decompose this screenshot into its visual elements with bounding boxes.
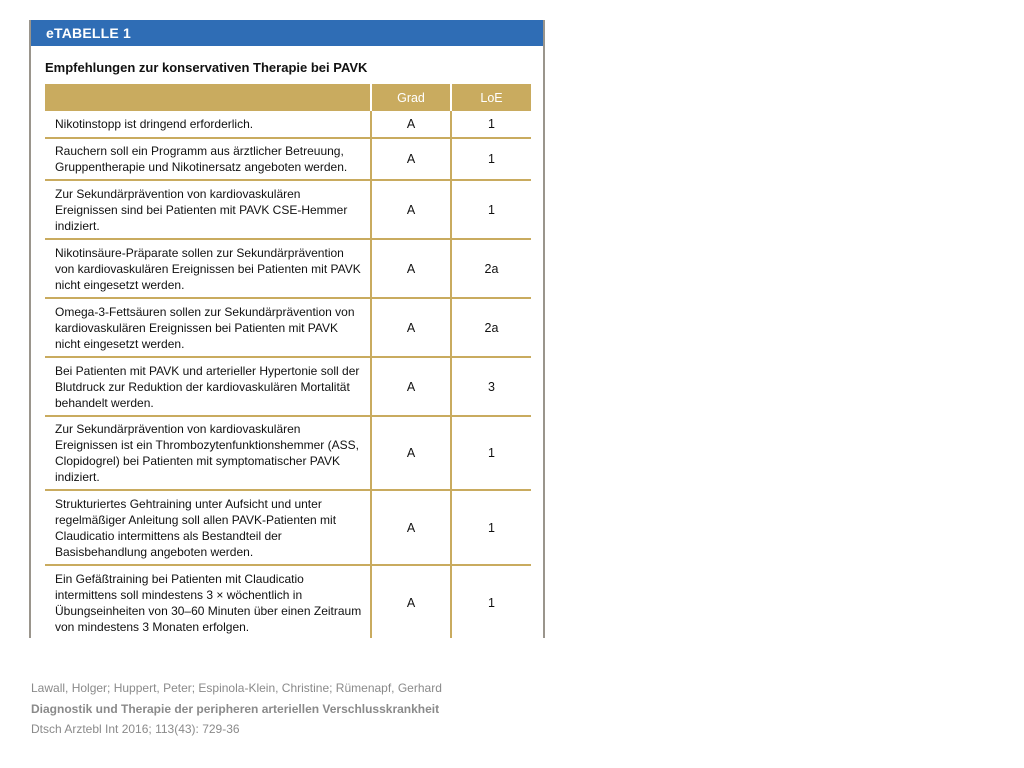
grad-value: A bbox=[371, 298, 451, 357]
grad-value: A bbox=[371, 357, 451, 416]
table-row bbox=[45, 180, 531, 239]
recommendation-text: Strukturiertes Gehtraining unter Aufsicht und unter regelmäßiger Anleitung soll allen PAVK-Patienten mit Claudicatio intermittens als Bestandteil der Basisbehandlung angeboten werden. bbox=[45, 490, 371, 565]
table-label: eTABELLE 1 bbox=[31, 20, 543, 46]
grad-value: A bbox=[371, 239, 451, 298]
recommendation-table-panel bbox=[29, 20, 545, 638]
loe-value: 2a bbox=[451, 298, 531, 357]
table-row bbox=[45, 298, 531, 357]
table-row bbox=[45, 490, 531, 565]
loe-value: 1 bbox=[451, 416, 531, 490]
grad-value: A bbox=[371, 416, 451, 490]
table-title: Empfehlungen zur konservativen Therapie bei PAVK bbox=[45, 60, 368, 75]
table-row bbox=[45, 357, 531, 416]
loe-value: 1 bbox=[451, 490, 531, 565]
column-header-recommendation bbox=[45, 84, 371, 111]
column-header-loe: LoE bbox=[451, 84, 531, 111]
table-row bbox=[45, 138, 531, 180]
loe-value: 1 bbox=[451, 565, 531, 638]
recommendation-text: Ein Gefäßtraining bei Patienten mit Claudicatio intermittens soll mindestens 3 × wöchentlich in Übungseinheiten von 30–60 Minuten über einen Zeitraum von mindestens 3 Monaten erfolgen. bbox=[45, 565, 371, 638]
recommendation-table bbox=[45, 84, 531, 638]
table-row bbox=[45, 565, 531, 638]
recommendation-text: Bei Patienten mit PAVK und arterieller Hypertonie soll der Blutdruck zur Reduktion der kardiovaskulären Mortalität behandelt werden. bbox=[45, 357, 371, 416]
loe-value: 1 bbox=[451, 180, 531, 239]
grad-value: A bbox=[371, 111, 451, 138]
recommendation-text: Zur Sekundärprävention von kardiovaskulären Ereignissen sind bei Patienten mit PAVK CSE-Hemmer indiziert. bbox=[45, 180, 371, 239]
table-row bbox=[45, 416, 531, 490]
recommendation-text: Rauchern soll ein Programm aus ärztlicher Betreuung, Gruppentherapie und Nikotinersatz angeboten werden. bbox=[45, 138, 371, 180]
loe-value: 3 bbox=[451, 357, 531, 416]
citation-title: Diagnostik und Therapie der peripheren arteriellen Verschlusskrankheit bbox=[31, 701, 440, 716]
loe-value: 1 bbox=[451, 138, 531, 180]
loe-value: 1 bbox=[451, 111, 531, 138]
grad-value: A bbox=[371, 490, 451, 565]
grad-value: A bbox=[371, 565, 451, 638]
recommendation-text: Zur Sekundärprävention von kardiovaskulären Ereignissen ist ein Thrombozytenfunktionshemmer (ASS, Clopidogrel) bei Patienten mit symptomatischer PAVK indiziert. bbox=[45, 416, 371, 490]
loe-value: 2a bbox=[451, 239, 531, 298]
recommendation-text: Omega-3-Fettsäuren sollen zur Sekundärprävention von kardiovaskulären Ereignissen bei Patienten mit PAVK nicht eingesetzt werden. bbox=[45, 298, 371, 357]
recommendation-text: Nikotinstopp ist dringend erforderlich. bbox=[45, 111, 371, 138]
recommendation-text: Nikotinsäure-Präparate sollen zur Sekundärprävention von kardiovaskulären Ereignissen bei Patienten mit PAVK nicht eingesetzt werden. bbox=[45, 239, 371, 298]
table-row bbox=[45, 239, 531, 298]
citation-block bbox=[31, 678, 442, 740]
table-row bbox=[45, 111, 531, 138]
column-header-grad: Grad bbox=[371, 84, 451, 111]
citation-source: Dtsch Arztebl Int 2016; 113(43): 729-36 bbox=[31, 722, 240, 736]
grad-value: A bbox=[371, 180, 451, 239]
citation-authors: Lawall, Holger; Huppert, Peter; Espinola-Klein, Christine; Rümenapf, Gerhard bbox=[31, 681, 442, 695]
grad-value: A bbox=[371, 138, 451, 180]
table-header-row bbox=[45, 84, 531, 111]
